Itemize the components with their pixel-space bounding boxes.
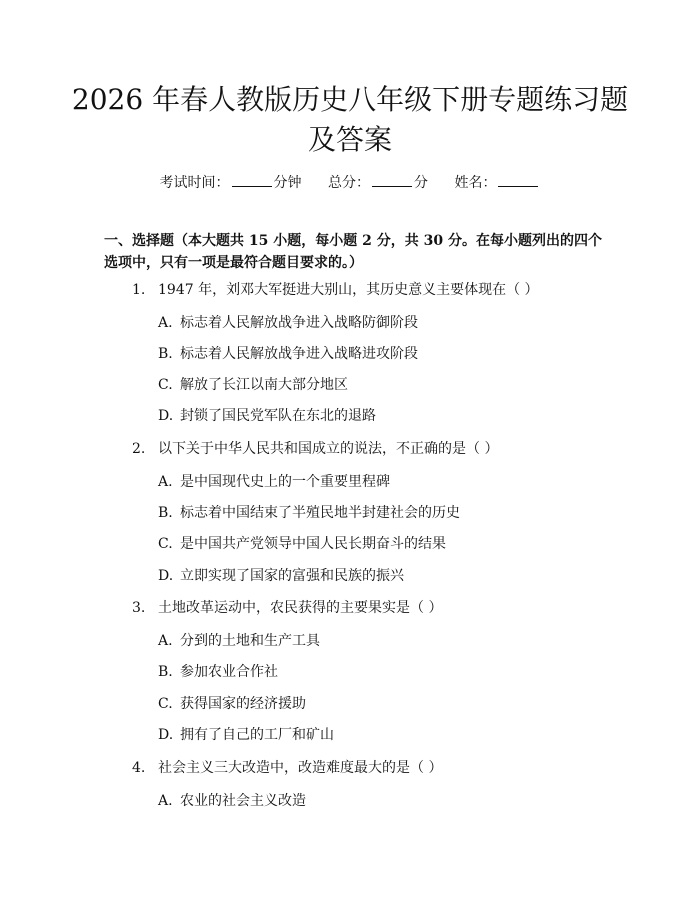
name-label: 姓名： — [454, 175, 497, 191]
exam-info-bar — [0, 172, 700, 193]
score-label: 总分： — [328, 175, 370, 191]
option-letter: A. — [158, 474, 173, 490]
option-1c — [158, 375, 348, 395]
option-text: 标志着中国结束了半殖民地半封建社会的历史 — [180, 505, 460, 521]
question-text: 以下关于中华人民共和国成立的说法，不正确的是（ ） — [158, 441, 499, 457]
question-4 — [132, 758, 442, 778]
option-2c — [158, 534, 446, 554]
option-text: 是中国共产党领导中国人民长期奋斗的结果 — [180, 536, 446, 552]
option-3b — [158, 662, 278, 682]
question-number: 4. — [132, 760, 146, 776]
option-2b — [158, 503, 460, 523]
option-letter: D. — [158, 408, 174, 424]
total-score — [328, 172, 428, 193]
question-text: 1947 年，刘邓大军挺进大别山，其历史意义主要体现在（ ） — [158, 282, 539, 298]
option-text: 标志着人民解放战争进入战略进攻阶段 — [180, 346, 418, 362]
option-text: 参加农业合作社 — [180, 664, 278, 680]
question-number: 2. — [132, 441, 146, 457]
question-number: 3. — [132, 600, 146, 616]
option-text: 拥有了自己的工厂和矿山 — [180, 727, 334, 743]
option-text: 获得国家的经济援助 — [180, 696, 306, 712]
option-letter: D. — [158, 727, 174, 743]
option-text: 农业的社会主义改造 — [180, 793, 306, 809]
option-text: 是中国现代史上的一个重要里程碑 — [180, 474, 390, 490]
option-1a — [158, 313, 418, 333]
time-unit: 分钟 — [273, 175, 302, 191]
option-text: 解放了长江以南大部分地区 — [180, 377, 348, 393]
option-1d — [158, 406, 376, 426]
score-unit: 分 — [414, 175, 428, 191]
score-blank — [372, 172, 412, 187]
option-text: 分到的土地和生产工具 — [180, 633, 320, 649]
option-letter: D. — [158, 568, 174, 584]
student-name — [454, 172, 540, 193]
option-3c — [158, 694, 306, 714]
time-blank — [232, 172, 272, 187]
option-letter: B. — [158, 346, 173, 362]
option-letter: C. — [158, 536, 173, 552]
option-text: 标志着人民解放战争进入战略防御阶段 — [180, 315, 418, 331]
name-blank — [498, 172, 538, 187]
option-text: 封锁了国民党军队在东北的退路 — [180, 408, 376, 424]
title-line-2: 及答案 — [307, 123, 392, 156]
option-letter: C. — [158, 696, 173, 712]
question-text: 社会主义三大改造中，改造难度最大的是（ ） — [158, 760, 443, 776]
option-1b — [158, 344, 418, 364]
time-label: 考试时间： — [159, 175, 230, 191]
exam-time — [160, 172, 302, 193]
option-2a — [158, 472, 390, 492]
option-letter: B. — [158, 505, 173, 521]
option-3d — [158, 725, 334, 745]
question-number: 1. — [132, 282, 146, 298]
option-3a — [158, 631, 320, 651]
option-2d — [158, 566, 404, 586]
option-letter: A. — [158, 793, 173, 809]
question-2 — [132, 439, 498, 459]
title-line-1: 2026 年春人教版历史八年级下册专题练习题 — [71, 83, 629, 116]
section-heading: 一、选择题（本大题共 15 小题，每小题 2 分，共 30 分。在每小题列出的四个选项中，只有一项是最符合题目要求的。） — [104, 233, 602, 271]
option-letter: A. — [158, 315, 173, 331]
document-title — [60, 80, 640, 160]
option-letter: B. — [158, 664, 173, 680]
question-text: 土地改革运动中，农民获得的主要果实是（ ） — [158, 600, 443, 616]
option-letter: C. — [158, 377, 173, 393]
option-letter: A. — [158, 633, 173, 649]
option-text: 立即实现了国家的富强和民族的振兴 — [180, 568, 404, 584]
question-1 — [132, 280, 539, 300]
option-4a — [158, 791, 306, 811]
question-3 — [132, 598, 442, 618]
